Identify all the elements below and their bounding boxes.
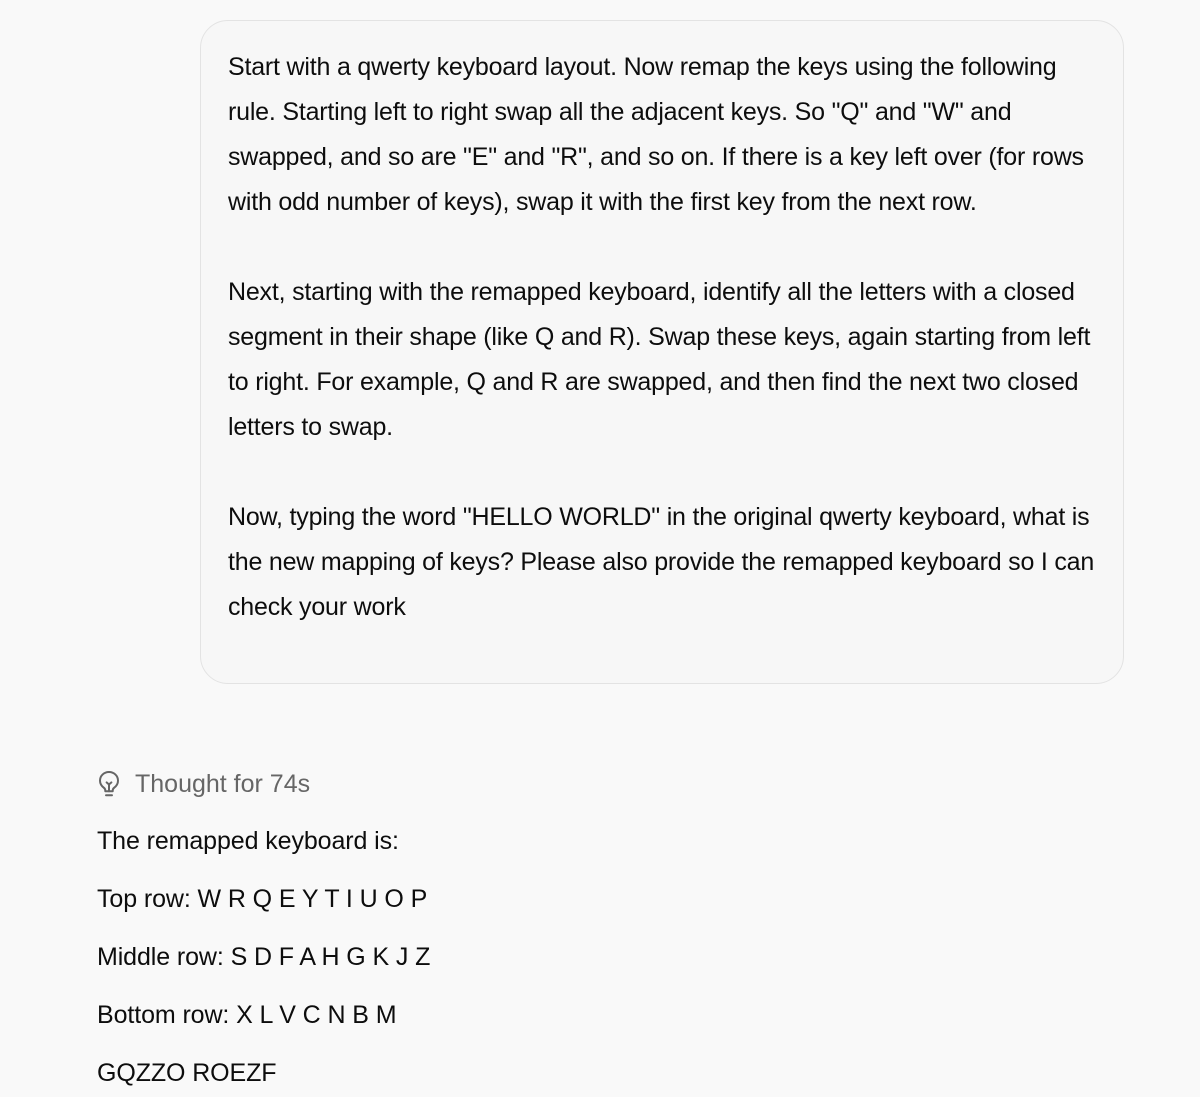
response-middle-row: Middle row: S D F A H G K J Z bbox=[97, 943, 431, 971]
user-message-paragraph-3: Now, typing the word "HELLO WORLD" in the original qwerty keyboard, what is the new mapping of keys? Please also provide the remapped keyboard so I can check your work bbox=[228, 503, 1095, 621]
lightbulb-icon bbox=[97, 769, 121, 799]
user-message-paragraph-1: Start with a qwerty keyboard layout. Now remap the keys using the following rule. Starting left to right swap all the adjacent keys. So "Q" and "W" and swapped, and so are "E" and "R", and so on. If there is a key left over (for rows with odd number of keys), swap it with the first key from the next row. bbox=[228, 53, 1084, 216]
user-message-bubble bbox=[200, 20, 1124, 684]
response-intro: The remapped keyboard is: bbox=[97, 827, 399, 855]
response-top-row: Top row: W R Q E Y T I U O P bbox=[97, 885, 428, 913]
response-result: GQZZO ROEZF bbox=[97, 1059, 277, 1087]
user-message-paragraph-2: Next, starting with the remapped keyboard, identify all the letters with a closed segment in their shape (like Q and R). Swap these keys, again starting from left to right. For example, Q and R are swapped, and then find the next two closed letters to swap. bbox=[228, 278, 1091, 441]
thought-label: Thought for 74s bbox=[135, 769, 311, 798]
response-bottom-row: Bottom row: X L V C N B M bbox=[97, 1001, 397, 1029]
thought-toggle[interactable] bbox=[97, 764, 310, 804]
